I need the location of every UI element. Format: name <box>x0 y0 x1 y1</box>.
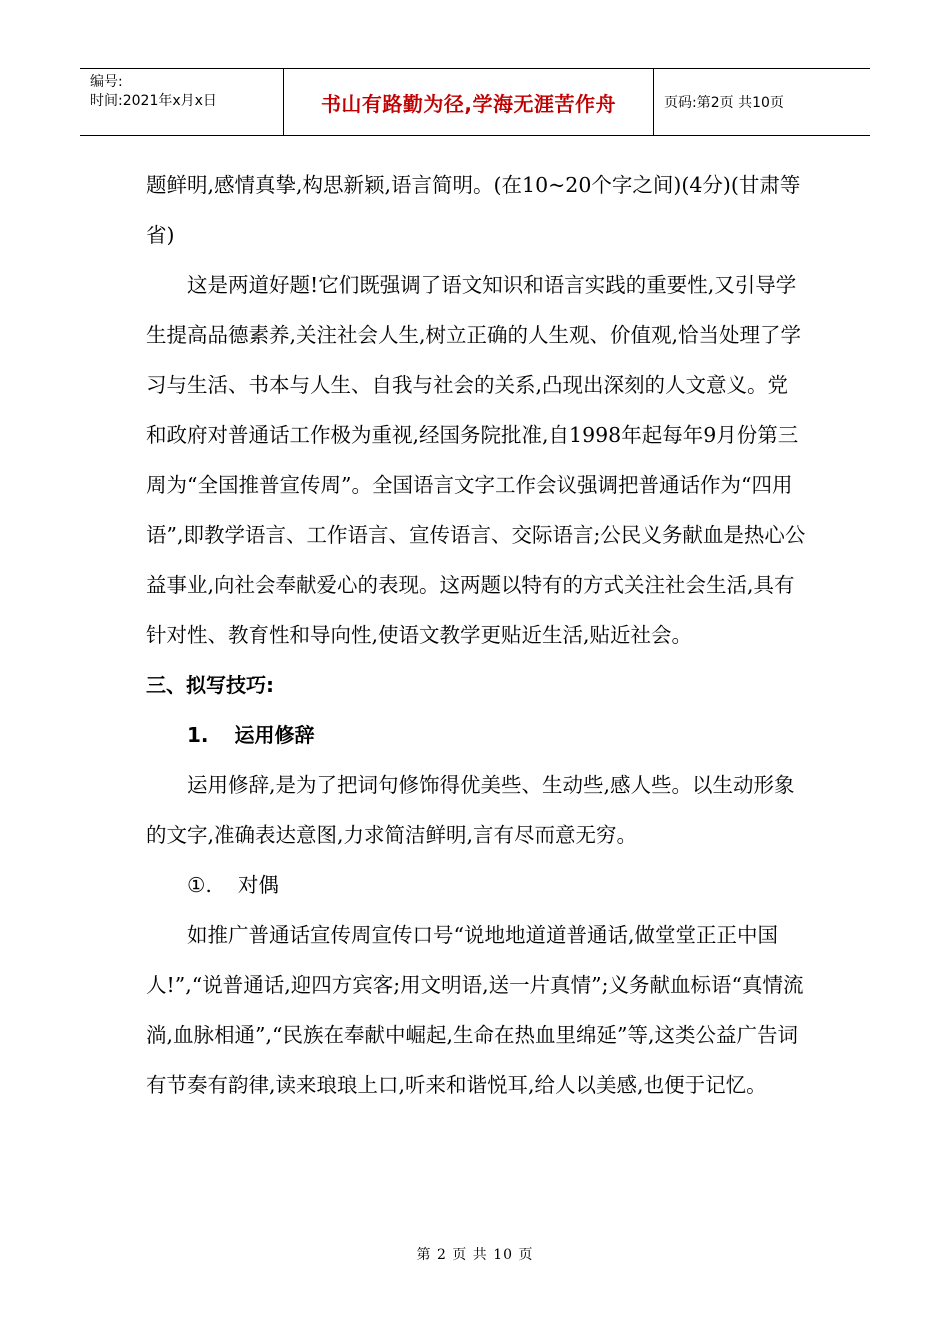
header-meta <box>80 69 284 135</box>
section-heading: 三、拟写技巧: <box>146 673 274 697</box>
item-number: ①. <box>187 873 212 897</box>
paragraph-examples: 如推广普通话宣传周宣传口号“说地地道道普通话,做堂堂正正中国人!”,“说普通话,迎四方宾客;用文明语,送一片真情”;义务献血标语“真情流淌,血脉相通”,“民族在奉献中崛起,生命在热血里绵延”等,这类公益广告词有节奏有韵律,读来琅琅上口,听来和谐悦耳,给人以美感,也便于记忆。 <box>146 923 804 1097</box>
subsection-number: 1. <box>187 723 209 747</box>
item-heading <box>146 860 806 910</box>
header-page-info: 页码:第2页 共10页 <box>664 95 784 111</box>
subsection-heading <box>146 710 806 760</box>
document-body <box>146 160 806 1110</box>
paragraph-rhetoric: 运用修辞,是为了把词句修饰得优美些、生动些,感人些。以生动形象的文字,准确表达意图,力求简洁鲜明,言有尽而意无穷。 <box>146 773 795 847</box>
document-number-label: 编号: <box>90 74 123 90</box>
header-motto: 书山有路勤为径,学海无涯苦作舟 <box>284 69 654 135</box>
paragraph-commentary: 这是两道好题!它们既强调了语文知识和语言实践的重要性,又引导学生提高品德素养,关注社会人生,树立正确的人生观、价值观,恰当处理了学习与生活、书本与人生、自我与社会的关系,凸现出深刻的人文意义。党和政府对普通话工作极为重视,经国务院批准,自1998年起每年9月份第三周为“全国推普宣传周”。全国语言文字工作会议强调把普通话作为“四用语”,即教学语言、工作语言、宣传语言、交际语言;公民义务献血是热心公益事业,向社会奉献爱心的表现。这两题以特有的方式关注社会生活,具有针对性、教育性和导向性,使语文教学更贴近生活,贴近社会。 <box>146 273 806 647</box>
subsection-title: 运用修辞 <box>234 723 315 747</box>
page-header <box>80 68 870 136</box>
document-date-label: 时间:2021年x月x日 <box>90 93 217 109</box>
page-footer: 第 2 页 共 10 页 <box>416 1247 534 1263</box>
item-title: 对偶 <box>237 873 279 897</box>
paragraph-continuation: 题鲜明,感情真挚,构思新颖,语言简明。(在10~20个字之间)(4分)(甘肃等省) <box>146 173 801 247</box>
